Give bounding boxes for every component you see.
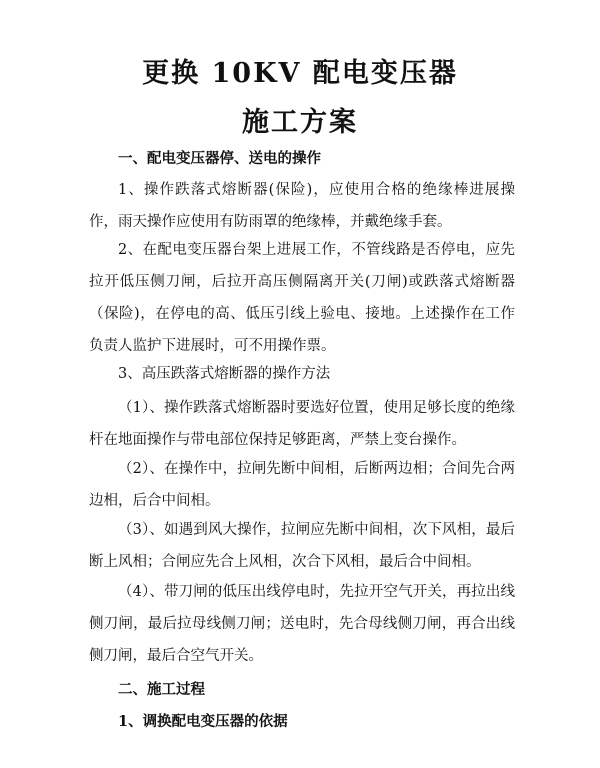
document-title-line2: 施工方案 — [242, 107, 358, 138]
section2-heading: 二、施工过程 — [118, 681, 205, 698]
document-title-line1: 更换 10KV 配电变压器 — [142, 58, 458, 89]
paragraph-4: （1）、操作跌落式熔断器时要选好位置，使用足够长度的绝缘杆在地面操作与带电部位保持足够距离，严禁上变台操作。 — [89, 400, 515, 448]
paragraph-5: （2）、在操作中，拉闸先断中间相，后断两边相；合间先合两边相，后合中间相。 — [89, 461, 515, 509]
paragraph-1: 1、操作跌落式熔断器(保险)，应使用合格的绝缘棒进展操作，雨天操作应使用有防雨罩的绝缘棒，并戴绝缘手套。 — [89, 182, 515, 230]
subsection1-heading: 1、调换配电变压器的依据 — [118, 713, 288, 730]
paragraph-3: 3、高压跌落式熔断器的操作方法 — [118, 366, 331, 382]
paragraph-6: （3）、如遇到风大操作，拉闸应先断中间相，次下风相，最后断上风相；合闸应先合上风相，次合下风相，最后合中间相。 — [89, 522, 515, 570]
section1-heading: 一、配电变压器停、送电的操作 — [118, 150, 321, 167]
paragraph-2: 2、在配电变压器台架上进展工作，不管线路是否停电，应先拉开低压侧刀闸，后拉开高压侧隔离开关(刀闸)或跌落式熔断器（保险)，在停电的高、低压引线上验电、接地。上述操作在工作负责人监护下进展时，可不用操作票。 — [89, 242, 515, 354]
paragraph-7: （4）、带刀闸的低压出线停电时，先拉开空气开关，再拉出线侧刀闸，最后拉母线侧刀闸；送电时，先合母线侧刀闸，再合出线侧刀闸，最后合空气开关。 — [89, 584, 515, 664]
